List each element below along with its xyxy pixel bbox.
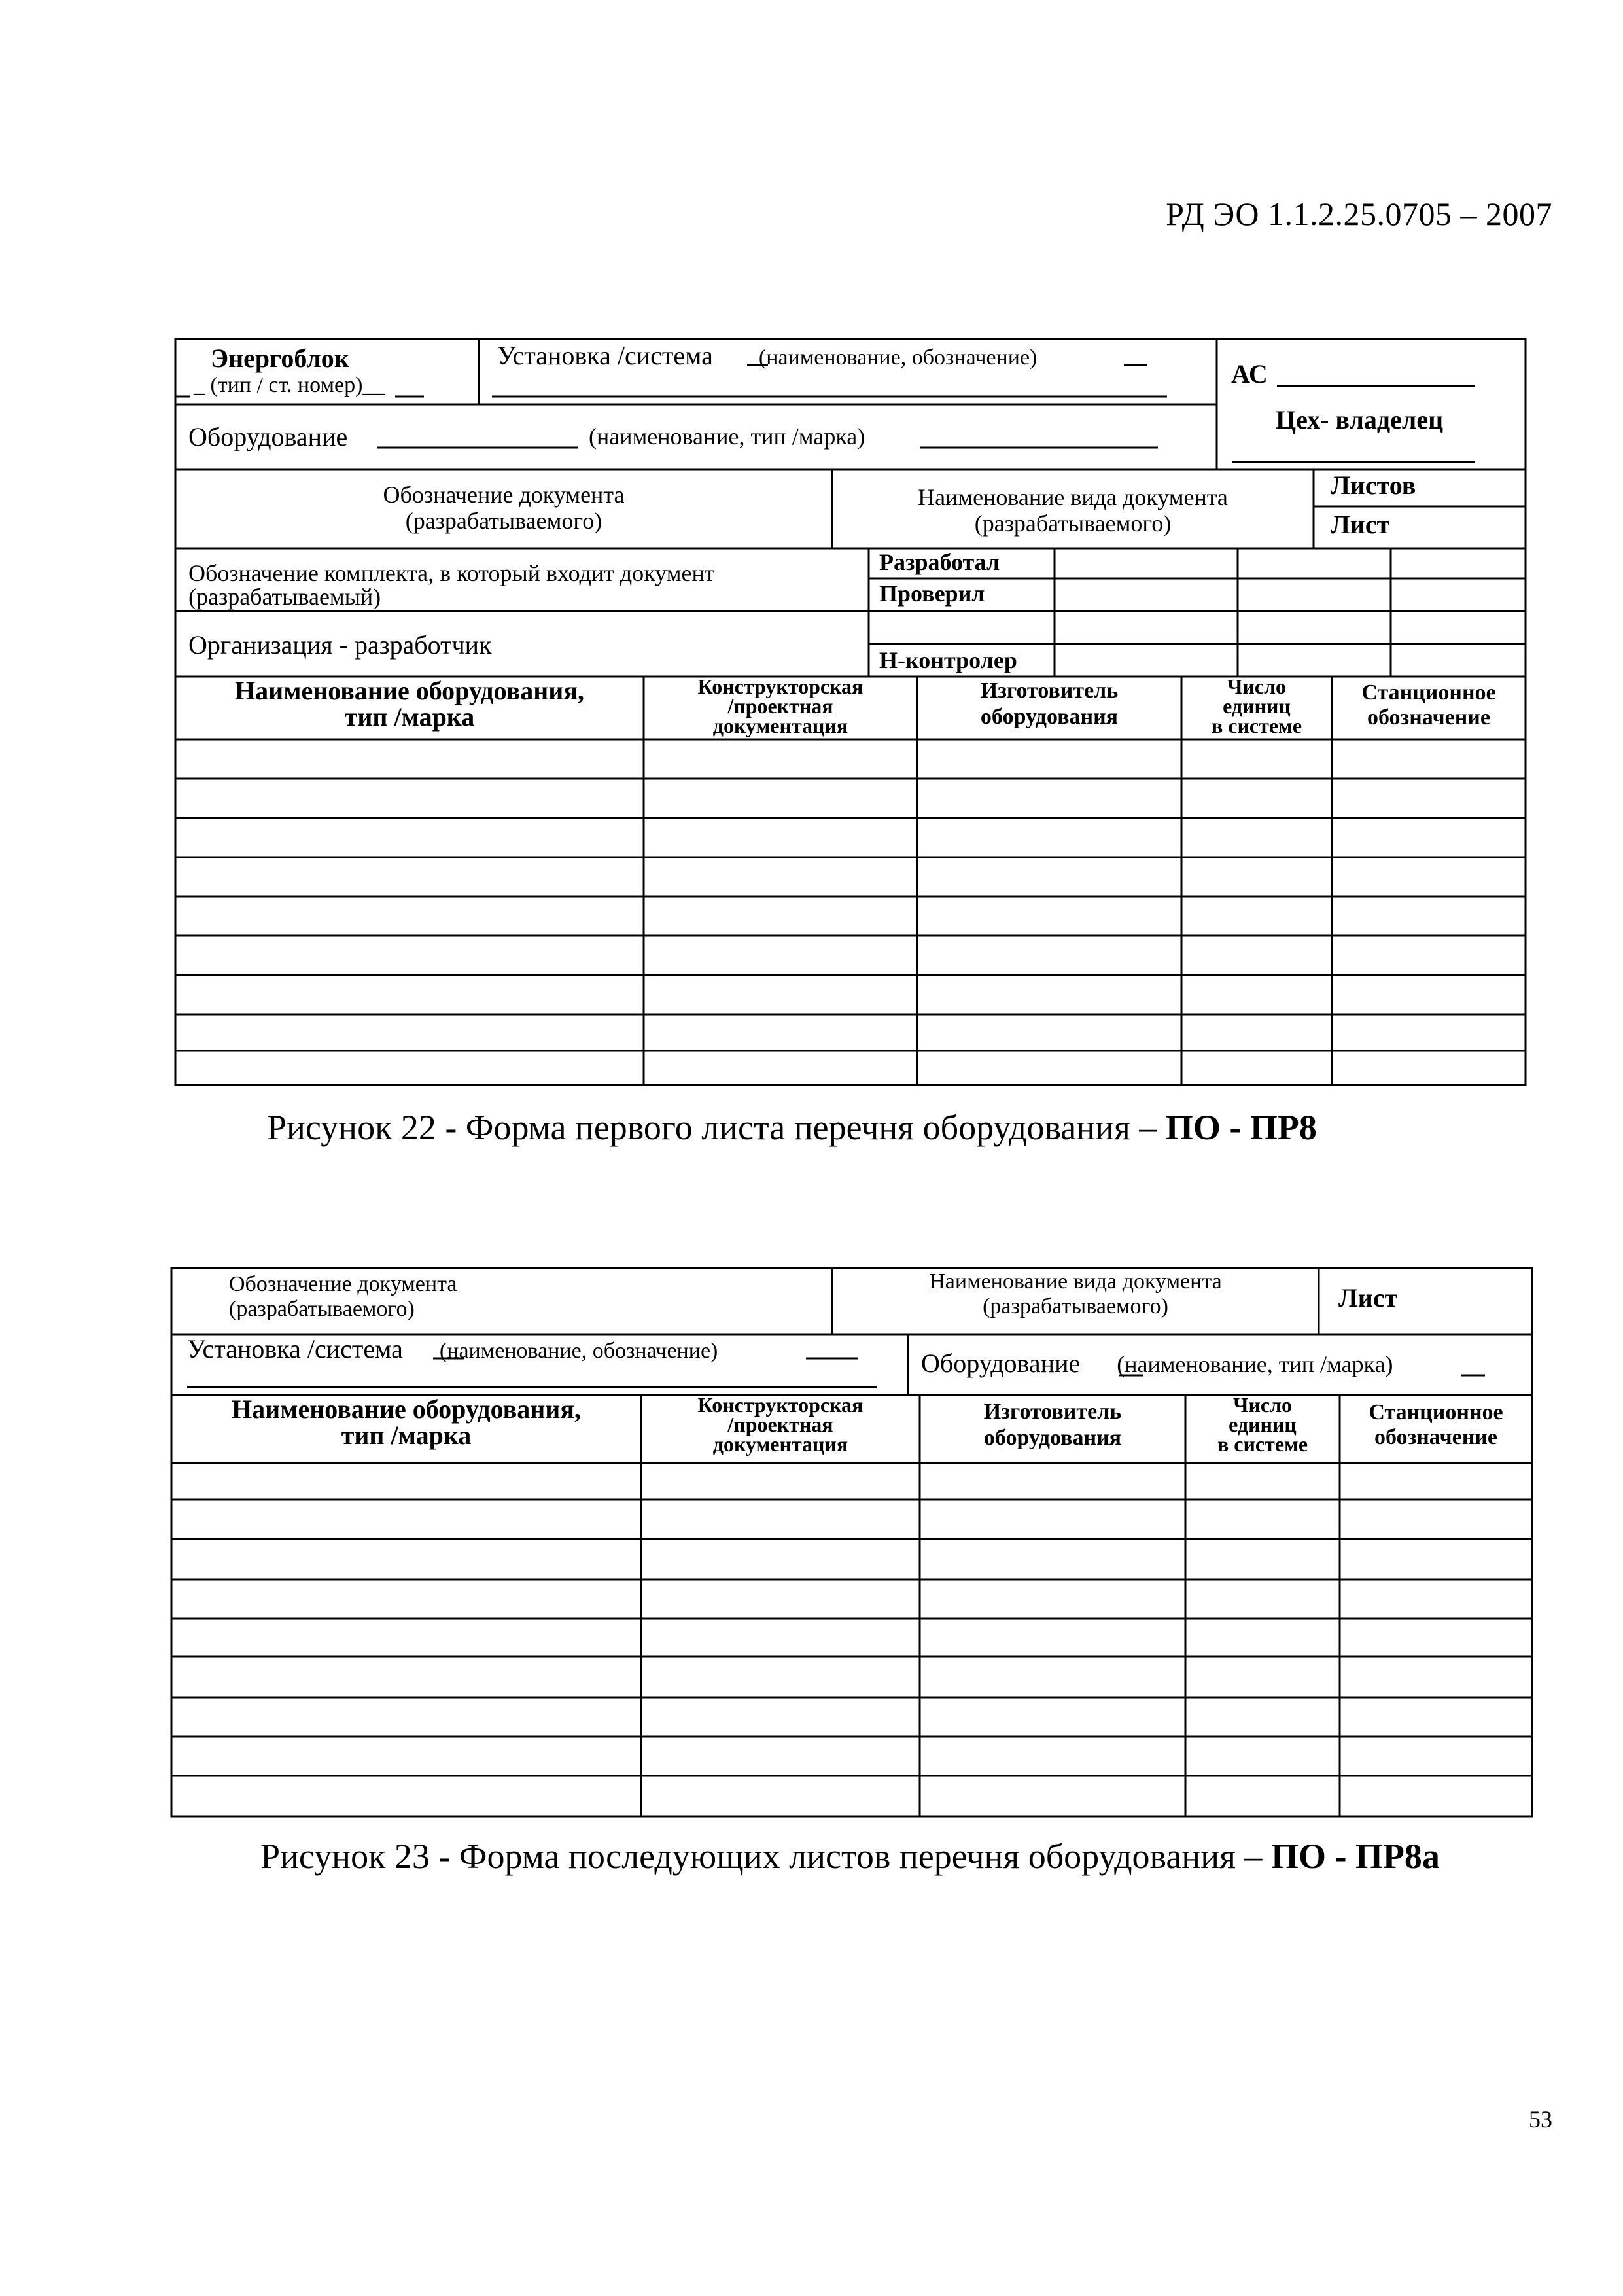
razrabotal-label: Разработал (879, 549, 1000, 575)
f2-col-header-manufacturer: Изготовитель оборудования (983, 1400, 1122, 1450)
energoblock-label: Энергоблок (211, 344, 349, 373)
figure22-caption: Рисунок 22 - Форма первого листа перечня оборудования – ПО - ПР8 (267, 1108, 1317, 1147)
f2-ustanovka-hint: (наименование, обозначение) (439, 1339, 718, 1363)
f2-oborudovanie-field[interactable] (921, 1348, 1393, 1379)
f2-col-header-count: Число единиц в системе (1217, 1393, 1308, 1456)
document-code: РД ЭО 1.1.2.25.0705 – 2007 (1166, 196, 1552, 232)
ustanovka-label: Установка /система (497, 341, 713, 370)
col-header-docs: Конструкторская /проектная документация (697, 675, 864, 737)
f2-ustanovka-field[interactable] (187, 1333, 718, 1364)
ustanovka-hint: (наименование, обозначение) (758, 345, 1038, 370)
oborudovanie-label: Оборудование (188, 422, 348, 451)
komplekt-label: Обозначение комплекта, в который входит документ (разрабатываемый) (188, 560, 715, 610)
listov-label: Листов (1331, 470, 1416, 500)
figure23-caption: Рисунок 23 - Форма последующих листов перечня оборудования – ПО - ПР8а (260, 1837, 1440, 1876)
f2-list-label: Лист (1338, 1283, 1398, 1313)
f2-doc-type-header: Наименование вида документа (разрабатываемого) (929, 1269, 1222, 1318)
f2-doc-designation-header: Обозначение документа (разрабатываемого) (229, 1272, 457, 1321)
f2-oborudovanie-hint: (наименование, тип /марка) (1117, 1351, 1393, 1377)
energoblock-sublabel: _ (тип / ст. номер)__ (194, 373, 385, 397)
as-label: АС (1231, 359, 1268, 389)
page-number: 53 (1529, 2106, 1552, 2132)
proveril-label: Проверил (879, 580, 985, 607)
col-header-name: Наименование оборудования, тип /марка (235, 676, 584, 732)
f2-col-header-station: Станционное обозначение (1369, 1400, 1503, 1449)
tseh-label: Цех- владелец (1276, 405, 1444, 434)
col-header-station: Станционное обозначение (1361, 680, 1496, 730)
f2-col-header-docs: Конструкторская /проектная документация (697, 1393, 864, 1456)
list-label: Лист (1331, 510, 1390, 539)
n-kontroler-label: Н-контролер (879, 647, 1017, 673)
doc-designation-header: Обозначение документа (разрабатываемого) (383, 482, 625, 534)
f2-col-header-name: Наименование оборудования, тип /марка (232, 1394, 581, 1450)
doc-type-header: Наименование вида документа (разрабатываемого) (918, 484, 1228, 537)
col-header-manufacturer: Изготовитель оборудования (980, 679, 1119, 729)
col-header-count: Число единиц в системе (1211, 675, 1302, 737)
oborudovanie-hint: (наименование, тип /марка) (589, 423, 865, 450)
f2-oborudovanie-label: Оборудование (921, 1349, 1081, 1378)
organization-label: Организация - разработчик (188, 630, 492, 660)
f2-ustanovka-label: Установка /система (187, 1334, 403, 1364)
